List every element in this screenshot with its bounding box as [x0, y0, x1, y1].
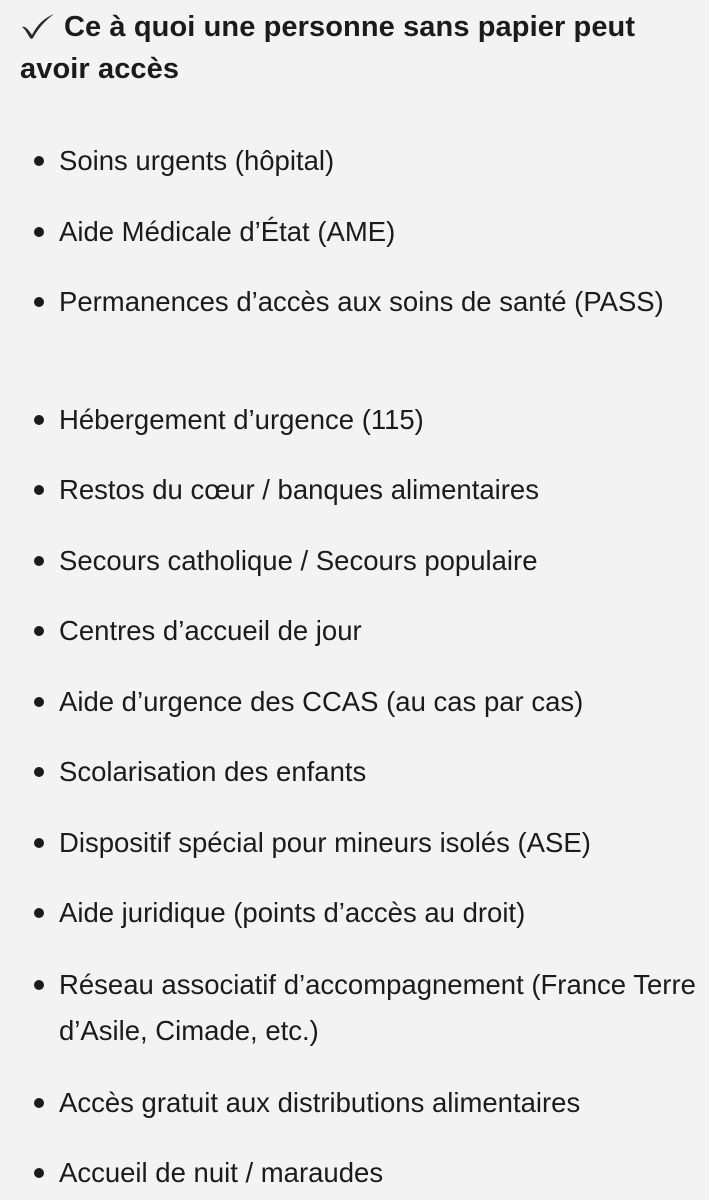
- list-item-text: Restos du cœur / banques alimentaires: [59, 474, 539, 505]
- bullet-icon: [34, 1168, 44, 1178]
- bullet-icon: [34, 415, 44, 425]
- page-title-text: Ce à quoi une personne sans papier peut avoir accès: [20, 11, 636, 85]
- list-item-text: Secours catholique / Secours populaire: [59, 545, 538, 576]
- list-item-text: Accueil de nuit / maraudes: [59, 1157, 384, 1188]
- list-item-text: Dispositif spécial pour mineurs isolés (ASE): [59, 827, 591, 858]
- list-item-text: Aide d’urgence des CCAS (au cas par cas): [59, 686, 584, 717]
- list-item-text: Hébergement d’urgence (115): [59, 404, 424, 435]
- list-item-text: Centres d’accueil de jour: [59, 615, 362, 646]
- bullet-icon: [34, 838, 44, 848]
- bullet-icon: [34, 297, 44, 307]
- bullet-icon: [34, 626, 44, 636]
- check-mark-icon: [20, 12, 56, 40]
- list-item-text: Aide Médicale d’État (AME): [59, 216, 396, 247]
- list-item-text: Scolarisation des enfants: [59, 756, 367, 787]
- bullet-icon: [34, 227, 44, 237]
- bullet-icon: [34, 980, 44, 990]
- bullet-icon: [34, 156, 44, 166]
- list-item-text: Aide juridique (points d’accès au droit): [59, 897, 526, 928]
- bullet-icon: [34, 556, 44, 566]
- list-item-text: Permanences d’accès aux soins de santé (PASS): [59, 286, 664, 317]
- bullet-icon: [34, 485, 44, 495]
- page-title: [20, 6, 700, 90]
- bullet-icon: [34, 908, 44, 918]
- list-item-text: Réseau associatif d’accompagnement (France Terre d’Asile, Cimade, etc.): [59, 969, 696, 1046]
- list-item-text: Accès gratuit aux distributions alimentaires: [59, 1087, 581, 1118]
- bullet-icon: [34, 697, 44, 707]
- bullet-icon: [34, 1098, 44, 1108]
- bullet-icon: [34, 767, 44, 777]
- list-item-text: Soins urgents (hôpital): [59, 145, 335, 176]
